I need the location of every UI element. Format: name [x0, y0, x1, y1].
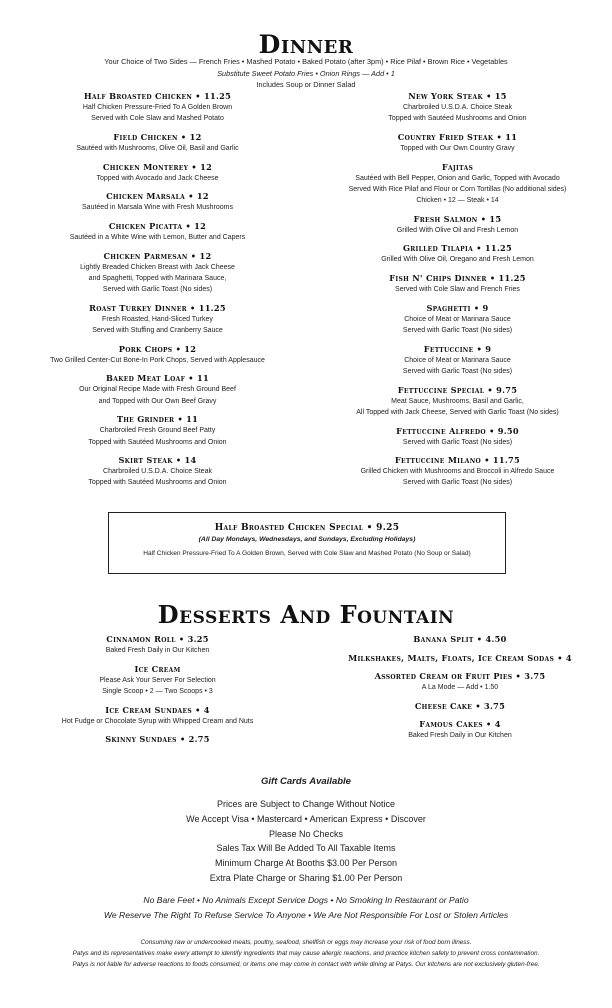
dinner-left-column: [40, 90, 275, 495]
menu-item: [40, 633, 275, 656]
menu-item-name: Chicken Monterey • 12: [102, 161, 213, 172]
house-rules-block: [0, 893, 612, 922]
dinner-heading: Dinner: [258, 30, 354, 59]
disclaimer-block: [0, 938, 612, 970]
dinner-right-column: [325, 90, 590, 495]
policy-line: Minimum Charge At Booths $3.00 Per Person: [214, 858, 398, 869]
menu-item-description: Served With Rice Pilaf and Flour or Corn Tortillas (No additional sides): [348, 185, 567, 193]
rule-line: We Reserve The Right To Refuse Service To Anyone • We Are Not Responsible For Lost or Stolen Articles: [103, 909, 509, 920]
disclaimer-line: Patys is not liable for adverse reactions to foods consumed, or items one may come in contact with while dining at Patys. Our kitchens are not exclusively gluten-free.: [72, 960, 540, 968]
special-name: Half Broasted Chicken Special • 9.25: [214, 523, 400, 533]
menu-item-description: Topped with Our Own Country Gravy: [400, 144, 515, 152]
menu-item-name: Field Chicken • 12: [113, 131, 202, 142]
menu-item-description: Choice of Meat or Marinara Sauce: [404, 315, 511, 323]
menu-item-description: Grilled With Olive Oil and Fresh Lemon: [396, 226, 519, 234]
menu-item-description: Two Grilled Center-Cut Bone-In Pork Chops, Served with Applesauce: [50, 356, 265, 364]
menu-item-name: Country Fried Steak • 11: [397, 131, 518, 142]
menu-item-description: Served with Garlic Toast (No sides): [102, 286, 213, 294]
policies-block: [0, 797, 612, 886]
menu-item: [325, 131, 590, 154]
menu-item-description: Baked Fresh Daily in Our Kitchen: [408, 732, 512, 740]
policy-line: Sales Tax Will Be Added To All Taxable Items: [216, 843, 396, 854]
policy-line: We Accept Visa • Mastercard • American Express • Discover: [186, 813, 426, 824]
menu-item-description: Served with Garlic Toast (No sides): [402, 438, 513, 446]
menu-item: [325, 90, 590, 124]
menu-item-description: Sautéed in a White Wine with Lemon, Butter and Capers: [69, 234, 246, 242]
menu-item-name: Fettuccine Alfredo • 9.50: [396, 425, 519, 436]
menu-item-name: Cheese Cake • 3.75: [414, 700, 506, 711]
substitute-text: Substitute Sweet Potato Fries • Onion Rings — Add • 1: [217, 68, 395, 78]
menu-item-name: Famous Cakes • 4: [419, 719, 501, 730]
desserts-heading: Desserts And Fountain: [157, 600, 455, 629]
menu-item-description: Served with Cole Slaw and Mashed Potato: [91, 115, 224, 123]
menu-item-description: Chicken • 12 — Steak • 14: [416, 197, 499, 205]
menu-item-description: Served with Stuffing and Cranberry Sauce: [92, 327, 223, 335]
menu-item-description: Please Ask Your Server For Selection: [99, 676, 216, 684]
menu-item-description: and Topped with Our Own Beef Gravy: [98, 397, 217, 405]
menu-item-description: Lightly Breaded Chicken Breast with Jack Cheese: [80, 263, 235, 271]
menu-item-name: The Grinder • 11: [116, 414, 199, 425]
menu-item-name: Roast Turkey Dinner • 11.25: [89, 302, 226, 313]
rule-line: No Bare Feet • No Animals Except Service Dogs • No Smoking In Restaurant or Patio: [143, 895, 469, 905]
menu-item: [40, 343, 275, 366]
desserts-left-column: [40, 633, 275, 752]
menu-item-name: Milkshakes, Malts, Floats, Ice Cream Sodas • 4: [348, 652, 572, 663]
menu-item-description: All Topped with Jack Cheese, Served with Garlic Toast (No sides): [356, 408, 559, 416]
menu-item: [40, 413, 275, 447]
menu-item-description: Served with Garlic Toast (No sides): [402, 327, 513, 335]
menu-item-description: Our Original Recipe Made with Fresh Ground Beef: [79, 386, 236, 394]
menu-item-name: Cinnamon Roll • 3.25: [106, 634, 209, 644]
menu-item-description: Topped with Sautéed Mushrooms and Onion: [88, 438, 227, 446]
special-days: (All Day Mondays, Wednesdays, and Sundays, Excluding Holidays): [198, 536, 416, 543]
menu-item: [325, 384, 590, 418]
menu-item: [325, 272, 590, 295]
menu-item-description: Hot Fudge or Chocolate Syrup with Whipped Cream and Nuts: [61, 717, 254, 725]
menu-item-description: Sautéed with Bell Pepper, Onion and Garlic, Topped with Avocado: [355, 174, 560, 182]
menu-item: [40, 663, 275, 697]
menu-item-name: Chicken Picatta • 12: [108, 221, 207, 232]
menu-item-name: Baked Meat Loaf • 11: [106, 373, 209, 384]
menu-item-name: Ice Cream Sundaes • 4: [105, 704, 210, 715]
menu-item-name: Chicken Parmesan • 12: [103, 250, 212, 261]
menu-item-name: Fish N' Chips Dinner • 11.25: [389, 273, 526, 284]
menu-item-name: Chicken Marsala • 12: [106, 191, 209, 202]
menu-item-description: Choice of Meat or Marinara Sauce: [404, 356, 511, 364]
menu-item-description: Topped with Sautéed Mushrooms and Onion: [388, 115, 527, 123]
menu-item: [325, 343, 590, 377]
menu-item-name: Half Broasted Chicken • 11.25: [83, 91, 232, 101]
menu-item-description: Charbroiled U.S.D.A. Choice Steak: [403, 104, 512, 111]
policy-line: Please No Checks: [268, 828, 344, 839]
menu-item: [325, 213, 590, 236]
menu-item-description: Topped with Avocado and Jack Cheese: [96, 174, 219, 182]
gift-cards-notice: Gift Cards Available: [261, 776, 351, 787]
menu-item-description: Charbroiled U.S.D.A. Choice Steak: [103, 468, 212, 476]
menu-item-name: Fettuccine Milano • 11.75: [394, 455, 521, 466]
menu-item: [40, 190, 275, 213]
menu-item-name: Ice Cream: [134, 663, 181, 674]
menu-item: [40, 131, 275, 154]
menu-item: [325, 161, 590, 207]
menu-item-description: Served with Garlic Toast (No sides): [402, 479, 513, 487]
desserts-right-column: [320, 633, 600, 748]
disclaimer-line: Consuming raw or undercooked meats, poultry, seafood, shellfish or eggs may increase your risk of food born illness.: [140, 939, 472, 946]
menu-item: [325, 302, 590, 336]
menu-item-name: Fettuccine • 9: [423, 343, 492, 354]
menu-item: [320, 633, 600, 645]
menu-item-description: Grilled Chicken with Mushrooms and Broccoli in Alfredo Sauce: [360, 468, 555, 476]
menu-item: [40, 250, 275, 296]
menu-item-name: Fajitas: [441, 161, 474, 172]
menu-item-name: Pork Chops • 12: [118, 343, 197, 354]
menu-item-description: Fresh Roasted, Hand-Sliced Turkey: [102, 315, 213, 323]
menu-item-description: Half Chicken Pressure-Fried To A Golden Brown: [82, 104, 233, 111]
menu-item: [320, 718, 600, 741]
special-description: Half Chicken Pressure-Fried To A Golden Brown, Served with Cole Slaw and Mashed Potato (No Soup or Salad): [143, 550, 471, 557]
policy-line: Extra Plate Charge or Sharing $1.00 Per Person: [209, 872, 403, 883]
special-box: [108, 512, 506, 574]
soup-salad-text: Includes Soup or Dinner Salad: [256, 80, 356, 89]
menu-item: [40, 704, 275, 727]
menu-item-description: Served with Cole Slaw and French Fries: [395, 286, 520, 294]
menu-item-description: Grilled With Olive Oil, Oregano and Fresh Lemon: [381, 256, 534, 264]
menu-item-name: Grilled Tilapia • 11.25: [402, 243, 513, 254]
menu-item-description: and Spaghetti, Topped with Marinara Sauce,: [88, 274, 227, 282]
menu-item: [40, 302, 275, 336]
menu-item: [325, 454, 590, 488]
menu-item-description: Charbroiled Fresh Ground Beef Patty: [99, 427, 216, 435]
menu-item: [40, 161, 275, 184]
menu-item: [320, 652, 600, 664]
menu-item-name: Assorted Cream or Fruit Pies • 3.75: [374, 671, 546, 681]
menu-item-description: Single Scoop • 2 — Two Scoops • 3: [102, 687, 213, 695]
menu-item: [40, 372, 275, 406]
menu-item-name: Spaghetti • 9: [426, 302, 489, 313]
menu-item: [320, 700, 600, 712]
policy-line: Prices are Subject to Change Without Notice: [216, 799, 396, 809]
menu-item: [40, 454, 275, 488]
menu-item-name: Skinny Sundaes • 2.75: [105, 734, 210, 745]
menu-item: [40, 220, 275, 243]
menu-item-description: Meat Sauce, Mushrooms, Basil and Garlic,: [391, 397, 524, 405]
menu-item-description: A La Mode — Add • 1.50: [421, 684, 499, 691]
menu-item-name: Fettuccine Special • 9.75: [397, 384, 518, 395]
menu-item-name: New York Steak • 15: [408, 91, 507, 101]
menu-item: [325, 425, 590, 448]
menu-item-name: Banana Split • 4.50: [413, 634, 507, 644]
sides-choice-text: Your Choice of Two Sides — French Fries • Mashed Potato • Baked Potato (after 3pm) • Rice Pilaf • Brown Rice • Vegetables: [104, 57, 508, 66]
menu-item: [325, 242, 590, 265]
menu-item-description: Topped with Sautéed Mushrooms and Onion: [88, 479, 227, 487]
menu-item: [320, 670, 600, 693]
menu-item-description: Baked Fresh Daily in Our Kitchen: [105, 647, 210, 654]
menu-item: [40, 733, 275, 745]
menu-item-description: Served with Garlic Toast (No sides): [402, 367, 513, 375]
menu-item-description: Sautéed with Mushrooms, Olive Oil, Basil and Garlic: [76, 144, 239, 152]
menu-item-name: Fresh Salmon • 15: [413, 213, 502, 224]
menu-item-description: Sautéed in Marsala Wine with Fresh Mushrooms: [82, 204, 233, 212]
menu-item-name: Skirt Steak • 14: [118, 455, 197, 466]
dinner-sides-intro: [0, 56, 612, 91]
disclaimer-line: Patys and its representatives make every attempt to identify ingredients that may cause allergic reactions, and practice kitchen safety to prevent cross contamination.: [72, 949, 540, 957]
menu-item: [40, 90, 275, 124]
